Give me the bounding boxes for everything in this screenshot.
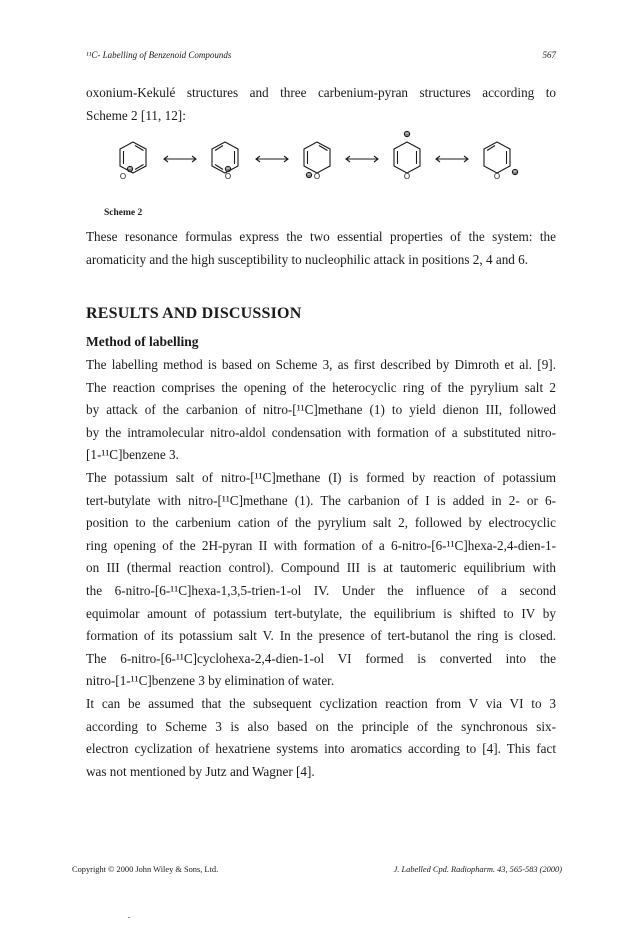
pyrylium-structure-1 [120, 142, 146, 173]
text-line: according to Scheme 3 is also based on the principle of the synchronous six- [86, 718, 556, 734]
text-line: Scheme 2 [11, 12]: [86, 107, 186, 123]
resonance-arrow-4 [436, 156, 468, 162]
text-line: formation of its potassium salt V. In the presence of tert-butanol the ring is closed. [86, 628, 556, 644]
positive-charge-icon: ⊕ [512, 170, 518, 176]
positive-charge-icon: ⊕ [127, 167, 133, 173]
body-paragraph-2 [86, 467, 556, 693]
running-head [86, 50, 556, 60]
positive-charge-icon: ⊕ [225, 167, 231, 173]
text-line: The reaction comprises the opening of the heterocyclic ring of the pyrylium salt 2 [86, 379, 556, 395]
text-line: The labelling method is based on Scheme 3, as first described by Dimroth et al. [9]. [86, 357, 556, 372]
text-line: It can be assumed that the subsequent cyclization reaction from V via VI to 3 [86, 696, 556, 711]
section-heading: RESULTS AND DISCUSSION [86, 305, 302, 322]
positive-charge-icon: ⊕ [404, 132, 410, 138]
oxygen-atom-label: O [403, 172, 411, 181]
text-line: [1-¹¹C]benzene 3. [86, 447, 179, 463]
text-line: by the intramolecular nitro-aldol condensation with formation of a substituted nitro- [86, 424, 556, 440]
page-number: 567 [542, 50, 556, 60]
scan-speck [128, 917, 130, 918]
intro-paragraph [86, 82, 556, 127]
oxygen-atom-label: O [493, 172, 501, 181]
subsection-heading: Method of labelling [86, 334, 199, 349]
text-line: The potassium salt of nitro-[¹¹C]methane (I) is formed by reaction of potassium [86, 470, 556, 485]
text-line: position to the carbenium cation of the pyrylium salt 2, followed by electrocyclic [86, 515, 556, 531]
text-line: ring opening of the 2H-pyran II with formation of a 6-nitro-[6-¹¹C]hexa-2,4-dien-1- [86, 537, 556, 553]
text-line: by attack of the carbanion of nitro-[¹¹C]methane (1) to yield dienon III, followed [86, 402, 556, 418]
text-line: oxonium-Kekulé structures and three carbenium-pyran structures according to [86, 85, 556, 100]
body-paragraph-3 [86, 693, 556, 783]
oxygen-atom-label: O [313, 172, 321, 181]
text-line: electron cyclization of hexatriene systems into aromatics according to [4]. This fact [86, 741, 556, 757]
resonance-arrow-1 [164, 156, 196, 162]
text-line: equimolar amount of potassium tert-butylate, the equilibrium is shifted to IV by [86, 605, 556, 621]
copyright-notice: Copyright © 2000 John Wiley & Sons, Ltd. [72, 865, 219, 874]
text-line: nitro-[1-¹¹C]benzene 3 by elimination of water. [86, 673, 335, 689]
text-line: the 6-nitro-[6-¹¹C]hexa-1,3,5-trien-1-ol IV. Under the influence of a second [86, 582, 556, 598]
text-line: These resonance formulas express the two essential properties of the system: the [86, 229, 556, 244]
oxygen-atom-label: O [224, 172, 232, 181]
text-line: on III (thermal reaction control). Compound III is at tautomeric equilibrium with [86, 560, 556, 576]
scheme-caption: Scheme 2 [104, 208, 143, 218]
resonance-paragraph [86, 226, 556, 271]
text-line: The 6-nitro-[6-¹¹C]cyclohexa-2,4-dien-1-ol VI formed is converted into the [86, 650, 556, 666]
text-line: tert-butylate with nitro-[¹¹C]methane (1). The carbanion of I is added in 2- or 6- [86, 492, 556, 508]
resonance-arrow-2 [256, 156, 288, 162]
body-paragraph-1 [86, 354, 556, 467]
positive-charge-icon: ⊕ [306, 173, 312, 179]
journal-citation: J. Labelled Cpd. Radiopharm. 43, 565-583 (2000) [393, 865, 562, 874]
running-head-title: ¹¹C- Labelling of Benzenoid Compounds [86, 50, 232, 60]
resonance-arrow-3 [346, 156, 378, 162]
scheme-2-resonance-structures [100, 128, 550, 200]
page-footer [72, 865, 562, 874]
text-line: aromaticity and the high susceptibility to nucleophilic attack in positions 2, 4 and 6. [86, 251, 529, 267]
oxygen-atom-label: O [119, 172, 127, 181]
text-line: was not mentioned by Jutz and Wagner [4]. [86, 763, 315, 779]
